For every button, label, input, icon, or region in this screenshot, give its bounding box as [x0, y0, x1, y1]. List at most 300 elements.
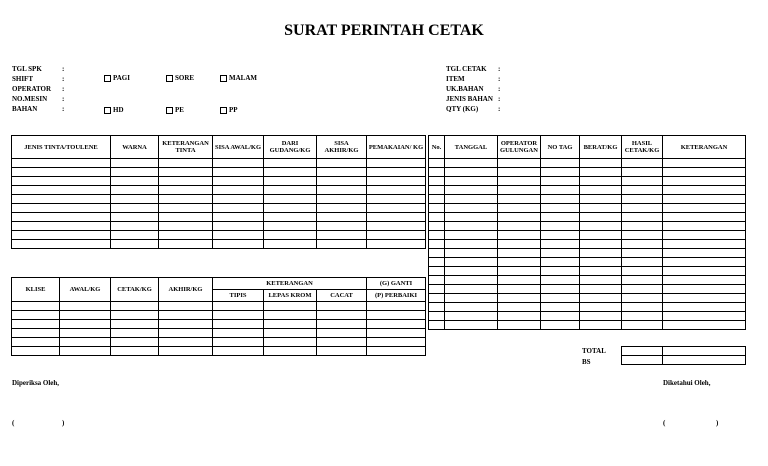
field-label: QTY (KG) — [446, 105, 479, 113]
table-cell[interactable] — [12, 213, 111, 222]
checkbox-icon — [104, 107, 111, 114]
table-cell[interactable] — [580, 294, 622, 303]
table-cell[interactable] — [541, 213, 580, 222]
table-cell[interactable] — [663, 285, 746, 294]
table-header-row — [12, 278, 426, 290]
table-cell[interactable] — [317, 186, 367, 195]
table-cell[interactable] — [213, 338, 264, 347]
page-title: SURAT PERINTAH CETAK — [284, 22, 484, 39]
table-cell[interactable] — [12, 168, 111, 177]
table-cell[interactable] — [429, 303, 445, 312]
table-cell[interactable] — [445, 258, 498, 267]
table-cell[interactable] — [213, 231, 264, 240]
table-cell[interactable] — [111, 347, 159, 356]
table-row — [12, 240, 426, 249]
table-cell[interactable] — [111, 222, 159, 231]
table-cell[interactable] — [445, 186, 498, 195]
table-cell[interactable] — [264, 231, 317, 240]
table-cell[interactable] — [498, 249, 541, 258]
table-cell[interactable] — [264, 338, 317, 347]
table-cell[interactable] — [580, 321, 622, 330]
table-cell[interactable] — [429, 312, 445, 321]
table-cell[interactable] — [429, 186, 445, 195]
table-cell[interactable] — [622, 312, 663, 321]
table-cell[interactable] — [213, 302, 264, 311]
table-cell[interactable] — [317, 311, 367, 320]
table-cell[interactable] — [317, 302, 367, 311]
table-cell[interactable] — [159, 168, 213, 177]
table-cell[interactable] — [159, 329, 213, 338]
table-cell[interactable] — [498, 312, 541, 321]
table-cell[interactable] — [111, 168, 159, 177]
table-row — [429, 249, 746, 258]
table-cell[interactable] — [159, 177, 213, 186]
table-cell[interactable] — [429, 195, 445, 204]
shift-option-pagi[interactable] — [104, 74, 130, 82]
table-row — [12, 222, 426, 231]
table-cell[interactable] — [445, 276, 498, 285]
signature-paren-open: ( — [12, 419, 15, 427]
table-cell[interactable] — [429, 168, 445, 177]
table-cell[interactable] — [429, 213, 445, 222]
table-cell[interactable] — [580, 267, 622, 276]
table-row — [429, 240, 746, 249]
table-cell[interactable] — [264, 204, 317, 213]
table-cell[interactable] — [12, 231, 111, 240]
table-cell[interactable] — [622, 356, 663, 365]
table-cell[interactable] — [317, 338, 367, 347]
table-cell[interactable] — [12, 186, 111, 195]
table-cell[interactable] — [445, 285, 498, 294]
table-cell[interactable] — [622, 267, 663, 276]
table-cell[interactable] — [264, 347, 317, 356]
table-cell[interactable] — [111, 302, 159, 311]
table-cell[interactable] — [498, 168, 541, 177]
table-cell[interactable] — [429, 321, 445, 330]
table-cell[interactable] — [541, 177, 580, 186]
table-cell[interactable] — [580, 285, 622, 294]
table-cell[interactable] — [498, 186, 541, 195]
table-cell[interactable] — [367, 302, 426, 311]
table-cell[interactable] — [111, 213, 159, 222]
option-label: MALAM — [229, 74, 257, 82]
column-header: HASIL CETAK/KG — [622, 136, 663, 159]
table-cell[interactable] — [159, 320, 213, 329]
table-cell[interactable] — [663, 213, 746, 222]
table-cell[interactable] — [580, 168, 622, 177]
table-cell[interactable] — [213, 240, 264, 249]
table-cell[interactable] — [580, 159, 622, 168]
table-cell[interactable] — [264, 240, 317, 249]
table-cell[interactable] — [429, 258, 445, 267]
table-cell[interactable] — [264, 222, 317, 231]
checkbox-icon — [104, 75, 111, 82]
table-cell[interactable] — [498, 159, 541, 168]
table-cell[interactable] — [317, 213, 367, 222]
table-cell[interactable] — [12, 177, 111, 186]
table-cell[interactable] — [213, 222, 264, 231]
table-cell[interactable] — [317, 204, 367, 213]
table-cell[interactable] — [159, 311, 213, 320]
table-cell[interactable] — [429, 159, 445, 168]
table-cell[interactable] — [445, 159, 498, 168]
table-cell[interactable] — [622, 168, 663, 177]
table-cell[interactable] — [541, 159, 580, 168]
field-label: JENIS BAHAN — [446, 95, 493, 103]
table-cell[interactable] — [317, 195, 367, 204]
table-cell[interactable] — [317, 329, 367, 338]
table-cell[interactable] — [159, 222, 213, 231]
table-cell[interactable] — [159, 195, 213, 204]
table-cell[interactable] — [580, 186, 622, 195]
table-row — [429, 177, 746, 186]
table-cell[interactable] — [663, 312, 746, 321]
table-cell[interactable] — [367, 186, 426, 195]
table-cell[interactable] — [498, 321, 541, 330]
table-cell[interactable] — [541, 294, 580, 303]
ink-table-body — [12, 159, 426, 249]
table-cell[interactable] — [541, 249, 580, 258]
table-cell[interactable] — [541, 267, 580, 276]
table-cell[interactable] — [445, 231, 498, 240]
table-cell[interactable] — [622, 177, 663, 186]
table-row — [12, 320, 426, 329]
table-cell[interactable] — [367, 338, 426, 347]
table-cell[interactable] — [663, 249, 746, 258]
table-cell[interactable] — [367, 320, 426, 329]
table-cell[interactable] — [541, 204, 580, 213]
table-cell[interactable] — [60, 320, 111, 329]
table-cell[interactable] — [429, 294, 445, 303]
table-cell[interactable] — [111, 231, 159, 240]
table-cell[interactable] — [445, 267, 498, 276]
table-cell[interactable] — [663, 267, 746, 276]
table-cell[interactable] — [622, 222, 663, 231]
table-cell[interactable] — [367, 195, 426, 204]
table-cell[interactable] — [663, 168, 746, 177]
table-cell[interactable] — [445, 195, 498, 204]
table-cell[interactable] — [445, 204, 498, 213]
table-cell[interactable] — [159, 186, 213, 195]
table-cell[interactable] — [12, 240, 111, 249]
table-cell[interactable] — [541, 168, 580, 177]
table-cell[interactable] — [159, 231, 213, 240]
table-cell[interactable] — [213, 186, 264, 195]
field-label: ITEM — [446, 75, 465, 83]
column-header: AWAL/KG — [60, 278, 111, 302]
table-cell[interactable] — [12, 320, 60, 329]
table-cell[interactable] — [498, 195, 541, 204]
table-cell[interactable] — [622, 285, 663, 294]
table-cell[interactable] — [12, 195, 111, 204]
table-cell[interactable] — [12, 347, 60, 356]
table-cell[interactable] — [264, 213, 317, 222]
table-cell[interactable] — [663, 204, 746, 213]
table-cell[interactable] — [580, 204, 622, 213]
table-cell[interactable] — [580, 213, 622, 222]
table-cell[interactable] — [541, 240, 580, 249]
table-cell[interactable] — [663, 258, 746, 267]
table-cell[interactable] — [429, 240, 445, 249]
table-cell[interactable] — [429, 231, 445, 240]
table-cell[interactable] — [580, 195, 622, 204]
table-cell[interactable] — [622, 204, 663, 213]
table-cell[interactable] — [213, 195, 264, 204]
table-cell[interactable] — [60, 329, 111, 338]
colon: : — [498, 75, 501, 83]
table-cell[interactable] — [580, 312, 622, 321]
table-cell[interactable] — [367, 168, 426, 177]
table-cell[interactable] — [541, 303, 580, 312]
table-cell[interactable] — [159, 213, 213, 222]
table-cell[interactable] — [12, 204, 111, 213]
table-cell[interactable] — [445, 240, 498, 249]
table-cell[interactable] — [663, 240, 746, 249]
table-cell[interactable] — [429, 204, 445, 213]
table-cell[interactable] — [498, 231, 541, 240]
bahan-option-hd[interactable] — [104, 106, 124, 114]
table-cell[interactable] — [159, 338, 213, 347]
table-cell[interactable] — [111, 329, 159, 338]
table-cell[interactable] — [429, 285, 445, 294]
table-cell[interactable] — [264, 159, 317, 168]
table-cell[interactable] — [498, 303, 541, 312]
table-cell[interactable] — [663, 159, 746, 168]
table-cell[interactable] — [111, 195, 159, 204]
table-cell[interactable] — [541, 222, 580, 231]
table-cell[interactable] — [213, 311, 264, 320]
table-cell[interactable] — [445, 303, 498, 312]
table-cell[interactable] — [580, 231, 622, 240]
table-cell[interactable] — [663, 276, 746, 285]
table-cell[interactable] — [498, 294, 541, 303]
table-cell[interactable] — [541, 258, 580, 267]
table-cell[interactable] — [111, 186, 159, 195]
table-cell[interactable] — [622, 321, 663, 330]
table-cell[interactable] — [580, 240, 622, 249]
table-cell[interactable] — [541, 312, 580, 321]
shift-option-sore[interactable] — [166, 74, 194, 82]
table-cell[interactable] — [159, 347, 213, 356]
bahan-option-pe[interactable] — [166, 106, 184, 114]
table-cell[interactable] — [264, 311, 317, 320]
table-cell[interactable] — [317, 240, 367, 249]
table-cell[interactable] — [367, 347, 426, 356]
table-cell[interactable] — [663, 347, 746, 356]
table-cell[interactable] — [317, 320, 367, 329]
colon: : — [62, 75, 65, 83]
table-cell[interactable] — [111, 311, 159, 320]
table-cell[interactable] — [317, 177, 367, 186]
table-cell[interactable] — [445, 213, 498, 222]
table-cell[interactable] — [12, 302, 60, 311]
table-cell[interactable] — [264, 302, 317, 311]
table-cell[interactable] — [264, 329, 317, 338]
table-cell[interactable] — [213, 204, 264, 213]
table-cell[interactable] — [663, 231, 746, 240]
table-cell[interactable] — [159, 159, 213, 168]
table-cell[interactable] — [367, 204, 426, 213]
table-cell[interactable] — [12, 222, 111, 231]
table-row — [12, 231, 426, 240]
table-cell[interactable] — [159, 204, 213, 213]
table-cell[interactable] — [622, 303, 663, 312]
table-cell[interactable] — [663, 356, 746, 365]
table-cell[interactable] — [429, 267, 445, 276]
table-cell[interactable] — [580, 276, 622, 285]
table-cell[interactable] — [663, 222, 746, 231]
table-cell[interactable] — [580, 258, 622, 267]
table-cell[interactable] — [264, 186, 317, 195]
table-cell[interactable] — [213, 320, 264, 329]
table-cell[interactable] — [264, 320, 317, 329]
table-cell[interactable] — [213, 159, 264, 168]
table-cell[interactable] — [622, 347, 663, 356]
table-cell[interactable] — [622, 240, 663, 249]
table-cell[interactable] — [498, 240, 541, 249]
table-cell[interactable] — [111, 177, 159, 186]
table-cell[interactable] — [12, 329, 60, 338]
table-cell[interactable] — [498, 285, 541, 294]
table-cell[interactable] — [445, 177, 498, 186]
table-cell[interactable] — [622, 186, 663, 195]
output-table — [428, 135, 746, 330]
table-cell[interactable] — [498, 222, 541, 231]
table-row — [12, 177, 426, 186]
bahan-option-pp[interactable] — [220, 106, 238, 114]
table-cell[interactable] — [264, 177, 317, 186]
table-cell[interactable] — [264, 195, 317, 204]
table-cell[interactable] — [429, 177, 445, 186]
table-cell[interactable] — [429, 222, 445, 231]
field-label: UK.BAHAN — [446, 85, 484, 93]
table-cell[interactable] — [498, 267, 541, 276]
table-cell[interactable] — [317, 168, 367, 177]
totals-table — [621, 346, 746, 365]
table-cell[interactable] — [663, 177, 746, 186]
field-label: BAHAN — [12, 105, 38, 113]
table-cell[interactable] — [541, 231, 580, 240]
table-cell[interactable] — [663, 195, 746, 204]
colon: : — [62, 95, 65, 103]
table-cell[interactable] — [622, 195, 663, 204]
table-cell[interactable] — [367, 177, 426, 186]
table-cell[interactable] — [111, 320, 159, 329]
table-cell[interactable] — [663, 303, 746, 312]
table-cell[interactable] — [213, 347, 264, 356]
table-cell[interactable] — [317, 347, 367, 356]
table-cell[interactable] — [580, 249, 622, 258]
table-cell[interactable] — [367, 231, 426, 240]
table-cell[interactable] — [445, 321, 498, 330]
table-cell[interactable] — [60, 302, 111, 311]
table-cell[interactable] — [498, 213, 541, 222]
table-cell[interactable] — [213, 213, 264, 222]
table-cell[interactable] — [498, 276, 541, 285]
table-cell[interactable] — [541, 276, 580, 285]
table-cell[interactable] — [367, 240, 426, 249]
table-cell[interactable] — [60, 347, 111, 356]
table-cell[interactable] — [580, 303, 622, 312]
table-cell[interactable] — [213, 168, 264, 177]
table-row — [429, 267, 746, 276]
table-cell[interactable] — [111, 240, 159, 249]
table-cell[interactable] — [12, 159, 111, 168]
table-cell[interactable] — [111, 204, 159, 213]
table-cell[interactable] — [580, 177, 622, 186]
colon: : — [498, 95, 501, 103]
table-cell[interactable] — [213, 177, 264, 186]
table-cell[interactable] — [445, 222, 498, 231]
table-cell[interactable] — [541, 186, 580, 195]
option-label: HD — [113, 106, 124, 114]
table-row — [429, 168, 746, 177]
table-cell[interactable] — [60, 311, 111, 320]
shift-option-malam[interactable] — [220, 74, 257, 82]
table-cell[interactable] — [622, 249, 663, 258]
table-cell[interactable] — [429, 276, 445, 285]
table-cell[interactable] — [111, 338, 159, 347]
table-cell[interactable] — [317, 159, 367, 168]
field-label: OPERATOR — [12, 85, 52, 93]
table-cell[interactable] — [429, 249, 445, 258]
table-cell[interactable] — [580, 222, 622, 231]
table-cell[interactable] — [622, 258, 663, 267]
table-cell[interactable] — [445, 312, 498, 321]
table-cell[interactable] — [213, 329, 264, 338]
table-cell[interactable] — [317, 222, 367, 231]
signature-paren-open: ( — [663, 419, 666, 427]
table-row — [12, 195, 426, 204]
table-cell[interactable] — [159, 302, 213, 311]
table-cell[interactable] — [663, 294, 746, 303]
table-cell[interactable] — [663, 321, 746, 330]
table-cell[interactable] — [367, 159, 426, 168]
table-cell[interactable] — [622, 159, 663, 168]
table-cell[interactable] — [445, 249, 498, 258]
table-cell[interactable] — [367, 213, 426, 222]
table-cell[interactable] — [622, 231, 663, 240]
table-cell[interactable] — [60, 338, 111, 347]
table-cell[interactable] — [317, 231, 367, 240]
table-row — [429, 312, 746, 321]
table-cell[interactable] — [445, 168, 498, 177]
table-cell[interactable] — [541, 195, 580, 204]
table-cell[interactable] — [445, 294, 498, 303]
table-cell[interactable] — [367, 311, 426, 320]
colon: : — [62, 85, 65, 93]
table-cell[interactable] — [264, 168, 317, 177]
table-cell[interactable] — [498, 177, 541, 186]
table-cell[interactable] — [367, 329, 426, 338]
table-cell[interactable] — [541, 285, 580, 294]
total-label: TOTAL — [582, 347, 606, 355]
table-cell[interactable] — [367, 222, 426, 231]
table-row — [622, 347, 746, 356]
table-cell[interactable] — [541, 321, 580, 330]
table-cell[interactable] — [663, 186, 746, 195]
table-row — [12, 186, 426, 195]
table-cell[interactable] — [622, 294, 663, 303]
table-cell[interactable] — [622, 213, 663, 222]
table-cell[interactable] — [622, 276, 663, 285]
table-cell[interactable] — [12, 311, 60, 320]
table-cell[interactable] — [498, 258, 541, 267]
table-cell[interactable] — [12, 338, 60, 347]
table-cell[interactable] — [498, 204, 541, 213]
table-cell[interactable] — [111, 159, 159, 168]
table-cell[interactable] — [159, 240, 213, 249]
